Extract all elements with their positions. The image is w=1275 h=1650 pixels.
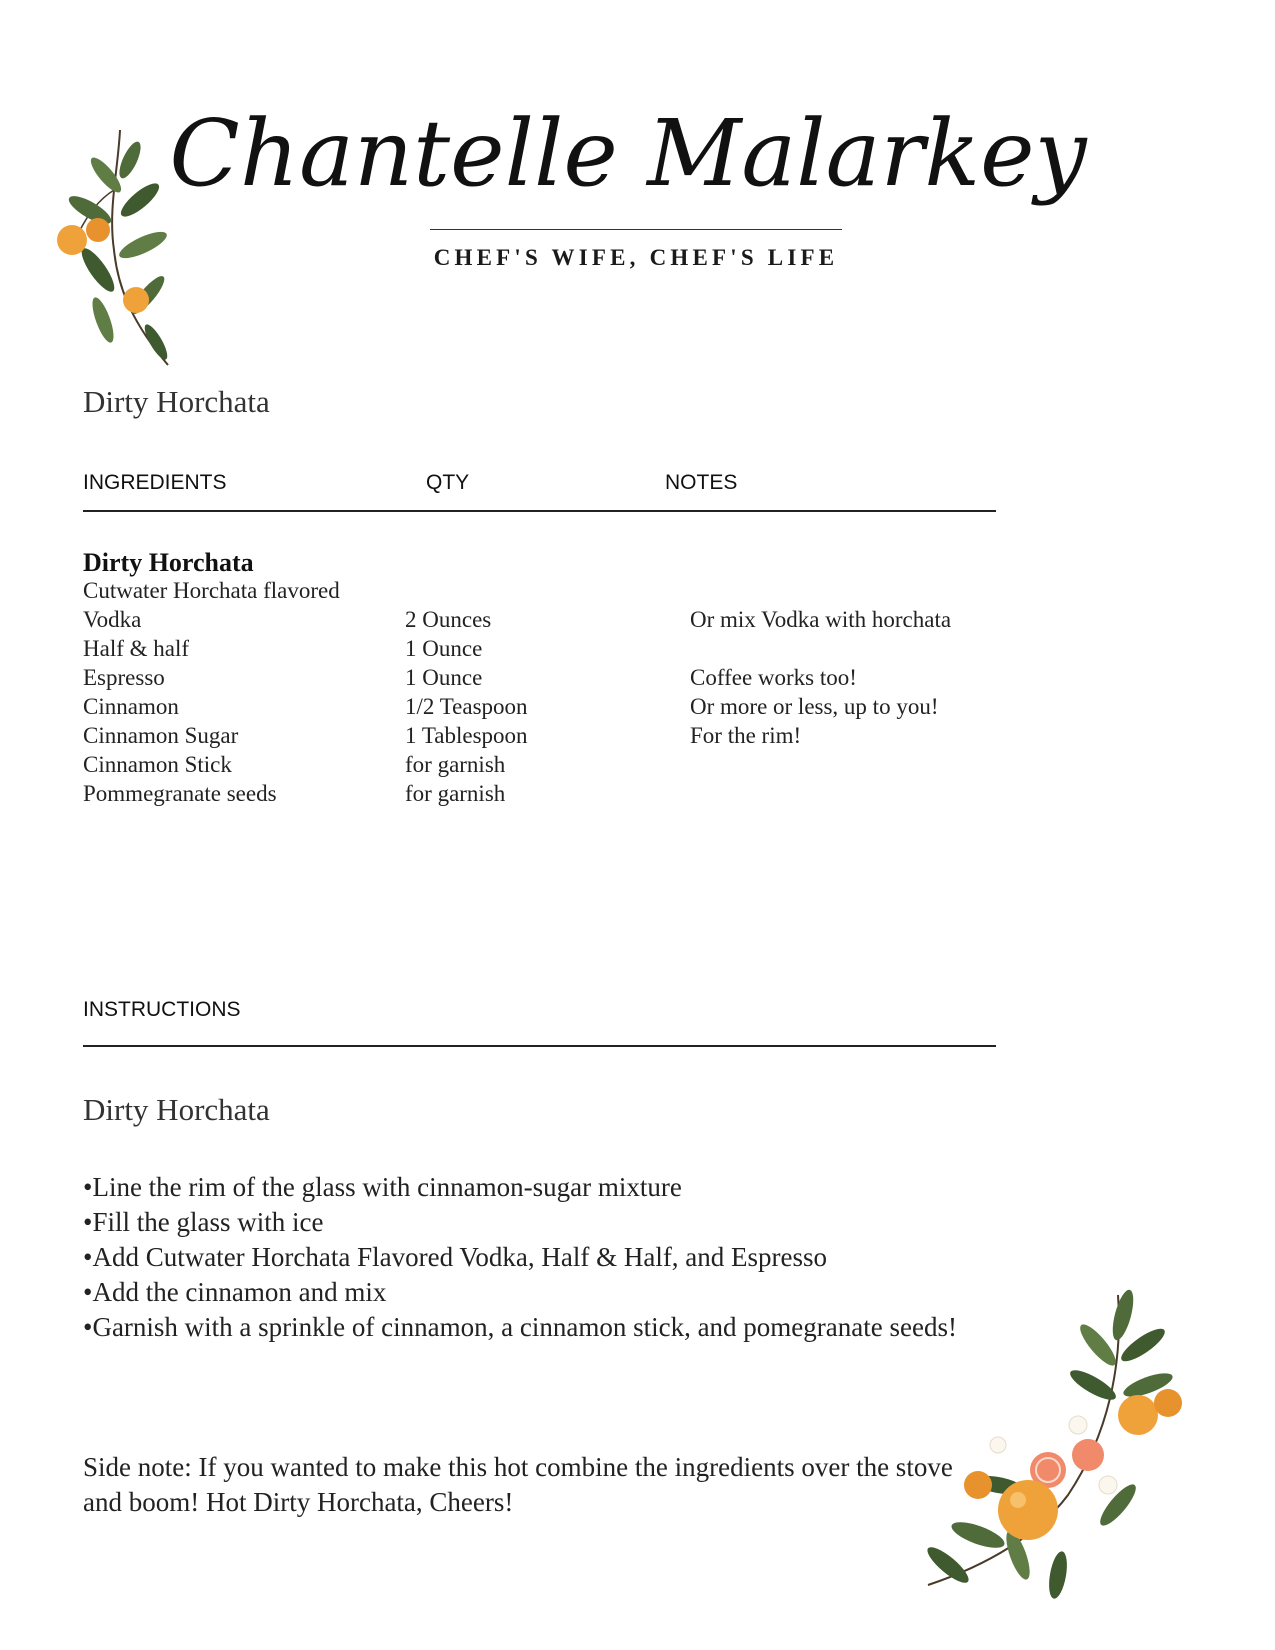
ingredient-row [0,578,1275,608]
ingredient-name: Espresso [83,665,165,690]
brand-name-text: Chantelle Malarkey [169,100,1087,207]
instruction-steps [83,1170,983,1345]
ingredient-qty: for garnish [405,781,506,806]
ingredient-note: Or more or less, up to you! [690,694,939,719]
brand-name-logo [169,80,1087,240]
orange-blossom-bouquet-icon [918,1285,1218,1605]
ingredient-qty: 1 Ounce [405,636,483,661]
brand-tagline: CHEF'S WIFE, CHEF'S LIFE [433,245,839,270]
ingredient-note: Coffee works too! [690,665,857,690]
ingredient-qty: 1 Ounce [405,665,483,690]
instructions-title: Dirty Horchata [83,1092,270,1127]
notes-column-header: NOTES [665,471,738,494]
orange-branch-icon [48,130,188,370]
instruction-step: • Line the rim of the glass with cinnamon-sugar mixture [83,1170,983,1205]
ingredients-column-header: INGREDIENTS [83,471,227,494]
ingredients-divider [83,510,996,512]
ingredient-name: Half & half [83,636,190,661]
ingredient-qty: 1/2 Teaspoon [405,694,528,719]
ingredient-group-title: Dirty Horchata [83,548,254,577]
ingredient-note: Or mix Vodka with horchata [690,607,952,632]
ingredient-row [0,752,1275,782]
ingredient-name: Cinnamon Stick [83,752,232,777]
ingredient-row [0,694,1275,724]
ingredient-row [0,607,1275,637]
ingredient-qty: for garnish [405,752,506,777]
instruction-step: • Add the cinnamon and mix [83,1275,983,1310]
ingredient-name: Cutwater Horchata flavored [83,578,340,603]
instruction-step: • Add Cutwater Horchata Flavored Vodka, Half & Half, and Espresso [83,1240,983,1275]
ingredient-row [0,636,1275,666]
instruction-step: • Fill the glass with ice [83,1205,983,1240]
ingredient-name: Cinnamon [83,694,179,719]
ingredient-name: Pommegranate seeds [83,781,277,806]
qty-column-header: QTY [426,471,470,494]
ingredient-name: Vodka [83,607,142,632]
ingredient-row [0,665,1275,695]
ingredient-qty: 1 Tablespoon [405,723,528,748]
ingredient-name: Cinnamon Sugar [83,723,239,748]
recipe-title: Dirty Horchata [83,384,270,419]
ingredient-note: For the rim! [690,723,802,748]
instruction-step: • Garnish with a sprinkle of cinnamon, a cinnamon stick, and pomegranate seeds! [83,1310,983,1345]
instructions-header: INSTRUCTIONS [83,998,241,1021]
ingredient-row [0,781,1275,811]
side-note: Side note: If you wanted to make this hot combine the ingredients over the stove and boom! Hot Dirty Horchata, Cheers! [83,1452,953,1517]
ingredient-qty: 2 Ounces [405,607,492,632]
brand-divider [430,229,842,230]
instructions-divider [83,1045,996,1047]
ingredient-row [0,723,1275,753]
